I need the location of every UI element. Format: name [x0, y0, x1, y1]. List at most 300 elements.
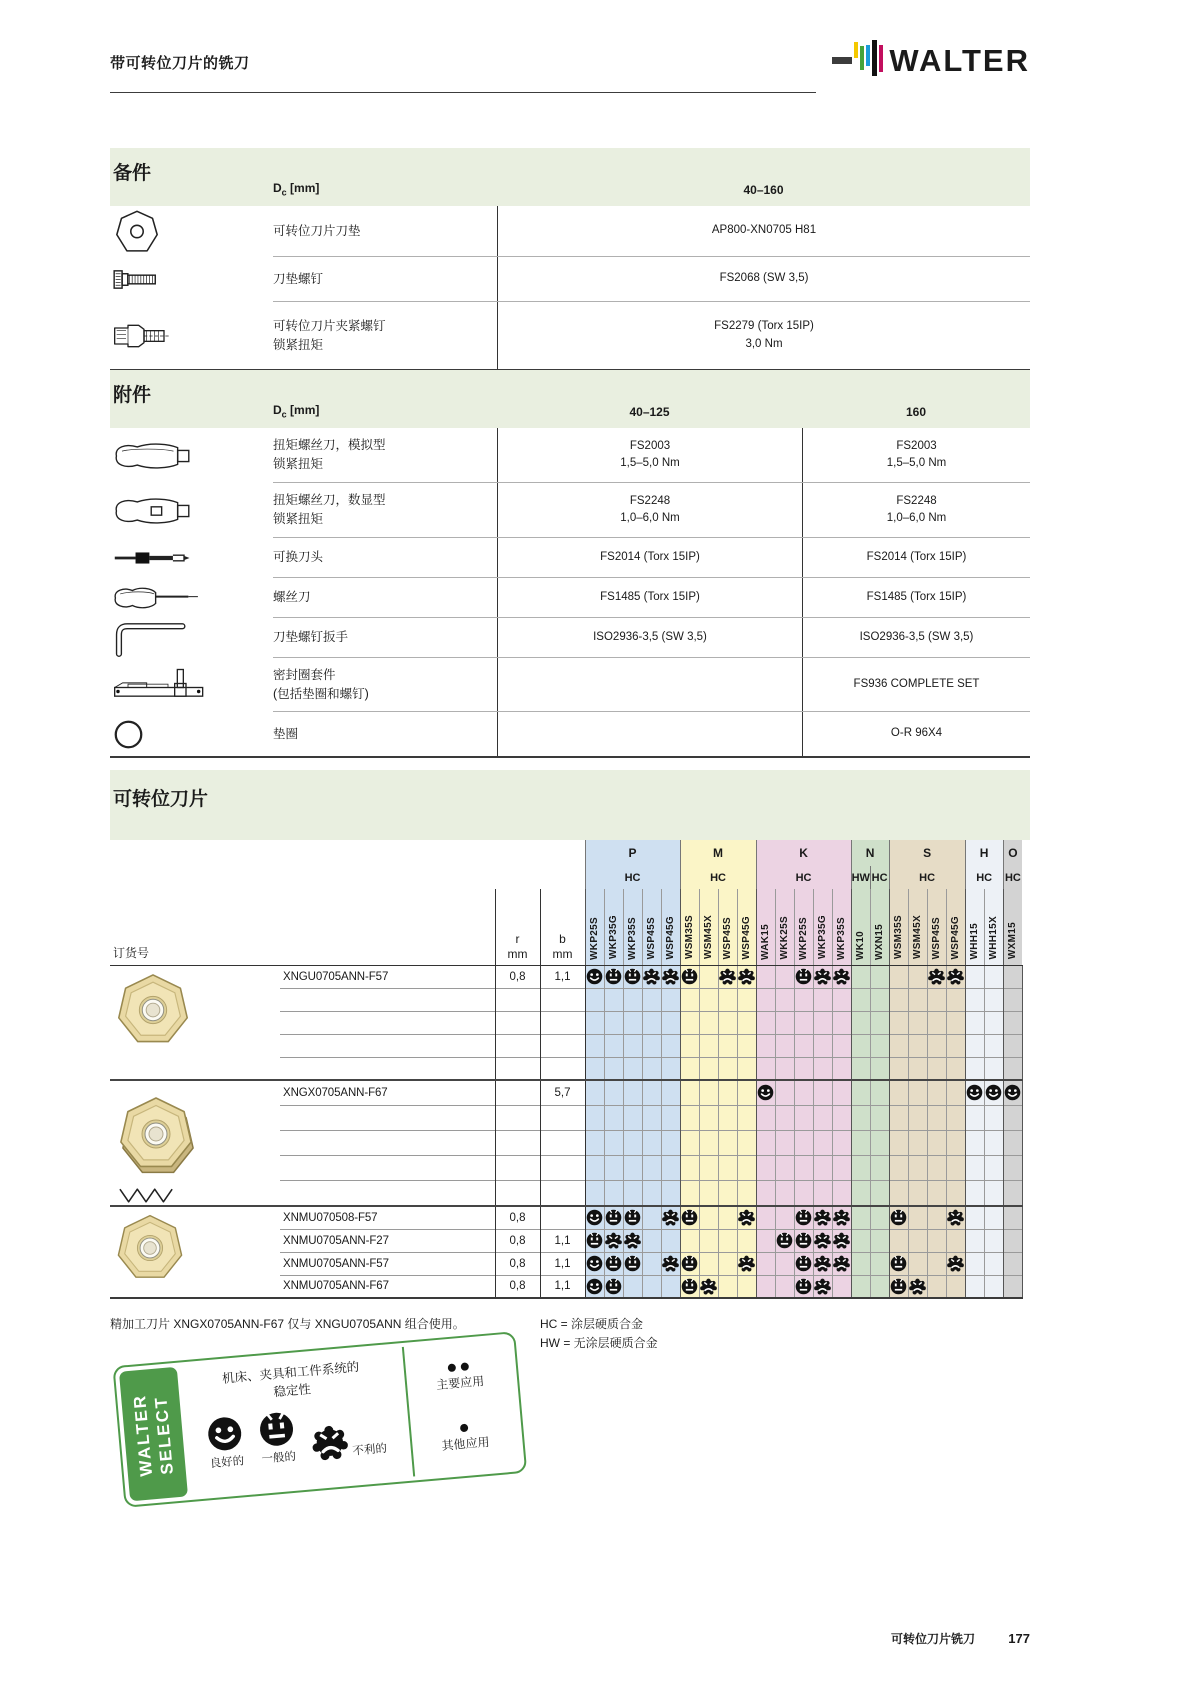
inserts-title: 可转位刀片 [113, 789, 209, 810]
stamp-face-label: 良好的 [209, 1455, 245, 1471]
grade-cell [718, 1206, 737, 1229]
r-value: 0,8 [495, 1206, 540, 1229]
shim-screw-icon [110, 257, 273, 302]
face-unfavorable-icon [719, 968, 736, 985]
grade-cell [718, 1011, 737, 1034]
grade-cell [946, 1252, 965, 1275]
grade-cell [851, 1080, 870, 1105]
grade-cell [870, 1057, 889, 1080]
grade-cell [813, 1206, 832, 1229]
abbreviation-legend [540, 1315, 658, 1352]
grade-cell [585, 1206, 604, 1229]
grade-col-label: WHH15 [968, 922, 980, 960]
grade-cell [946, 1206, 965, 1229]
footer-label: 可转位刀片铣刀 [890, 1632, 975, 1646]
grade-column-header [680, 889, 699, 965]
grade-cell [889, 1156, 908, 1181]
grade-cell [699, 1275, 718, 1298]
coating-label: HC [965, 866, 1003, 889]
accessories-row [110, 428, 1030, 483]
face-average-icon [890, 1209, 907, 1226]
face-average-icon [795, 1232, 812, 1249]
grade-cell [813, 1275, 832, 1298]
spare-parts-band [110, 148, 1030, 206]
grade-column-header [889, 889, 908, 965]
grade-cell [642, 1181, 661, 1206]
walter-select-stamp [112, 1331, 527, 1508]
grade-cell [604, 1206, 623, 1229]
grade-cell [585, 1156, 604, 1181]
grade-cell [623, 1181, 642, 1206]
grade-cell [851, 1156, 870, 1181]
b-value: 1,1 [540, 1252, 585, 1275]
grade-cell [927, 965, 946, 988]
accessory-row-label: 垫圈 [273, 726, 299, 741]
grade-col-label: WSP45S [721, 917, 733, 960]
grade-cell [965, 1130, 984, 1155]
grade-cell [851, 988, 870, 1011]
grade-cell [946, 1034, 965, 1057]
face-unfavorable-icon [928, 968, 945, 985]
grade-cell [604, 1057, 623, 1080]
grade-cell [965, 1181, 984, 1206]
grade-cell [927, 1275, 946, 1298]
grade-col-label: WXN15 [873, 923, 885, 960]
coating-label: HC [1003, 866, 1022, 889]
grade-cell [1003, 1080, 1022, 1105]
grade-cell [604, 1181, 623, 1206]
grade-cell [756, 1252, 775, 1275]
face-unfavorable-icon [814, 1232, 831, 1249]
grade-cell [775, 1034, 794, 1057]
face-average-icon [605, 1209, 622, 1226]
order-number: XNMU070508-F57 [280, 1206, 495, 1229]
grade-cell [623, 1252, 642, 1275]
grade-cell [604, 1275, 623, 1298]
grade-cell [870, 1181, 889, 1206]
grade-col-label: WKP35S [626, 916, 638, 960]
face-unfavorable-icon [833, 1209, 850, 1226]
grade-cell [604, 1252, 623, 1275]
grade-cell [813, 1011, 832, 1034]
grade-col-label: WHH15X [987, 916, 999, 960]
grade-column-header [927, 889, 946, 965]
grade-cell [775, 1105, 794, 1130]
insert-shim-icon [110, 206, 273, 257]
grade-cell [794, 1105, 813, 1130]
grade-cell [851, 1206, 870, 1229]
grade-cell [642, 1105, 661, 1130]
grade-col-label: WSM35S [892, 915, 904, 960]
face-average-icon [257, 1410, 296, 1449]
accessories-row [110, 618, 1030, 658]
spare-row-label: 刀垫螺钉 [273, 271, 324, 286]
grade-cell [585, 1181, 604, 1206]
grade-cell [718, 1181, 737, 1206]
accessory-value-40-125: FS2003 1,5–5,0 Nm [497, 428, 802, 482]
grade-cell [908, 1057, 927, 1080]
stamp-face-label: 一般的 [261, 1450, 297, 1466]
grade-cell [889, 988, 908, 1011]
grade-cell [642, 1206, 661, 1229]
grade-cell [889, 1011, 908, 1034]
face-unfavorable-icon [947, 1255, 964, 1272]
abbr-hw: HW = 无涂层硬质合金 [540, 1335, 658, 1350]
grade-cell [832, 1181, 851, 1206]
grade-cell [965, 1034, 984, 1057]
grade-cell [623, 1206, 642, 1229]
grade-cell [585, 1011, 604, 1034]
grade-cell [927, 1011, 946, 1034]
face-average-icon [795, 1209, 812, 1226]
grade-cell [737, 1252, 756, 1275]
accessory-row-label: 密封圈套件 (包括垫圈和螺钉) [273, 667, 369, 701]
grade-cell [680, 1130, 699, 1155]
stamp-brand-line1: WALTER [129, 1393, 156, 1477]
grade-cell [661, 1181, 680, 1206]
grade-cell [699, 1130, 718, 1155]
grade-cell [851, 1057, 870, 1080]
grade-cell [699, 1105, 718, 1130]
grade-cell [946, 1080, 965, 1105]
spare-row-label: 可转位刀片夹紧螺钉 锁紧扭矩 [273, 318, 386, 352]
grade-cell [699, 1080, 718, 1105]
grade-cell [585, 1034, 604, 1057]
grade-cell [813, 1057, 832, 1080]
other-application-label: 其他应用 [440, 1434, 491, 1453]
grade-cell [1003, 1252, 1022, 1275]
face-good-icon [985, 1084, 1002, 1101]
grade-cell [756, 1181, 775, 1206]
inserts-band [110, 770, 1030, 840]
grade-cell [794, 965, 813, 988]
grade-cell [851, 1034, 870, 1057]
coating-label: HW [851, 866, 870, 889]
grade-cell [927, 1105, 946, 1130]
grade-cell [851, 1105, 870, 1130]
grade-cell [946, 1275, 965, 1298]
grade-cell [623, 1057, 642, 1080]
r-value: 0,8 [495, 965, 540, 988]
grade-cell [1003, 1057, 1022, 1080]
grade-cell [756, 965, 775, 988]
grade-cell [699, 988, 718, 1011]
grade-cell [623, 1080, 642, 1105]
spare-parts-section [110, 148, 1030, 371]
grade-cell [984, 988, 1003, 1011]
accessories-row [110, 483, 1030, 538]
grade-cell [832, 1275, 851, 1298]
grade-cell [661, 1156, 680, 1181]
face-good-icon [586, 968, 603, 985]
order-number: XNMU0705ANN-F57 [280, 1252, 495, 1275]
grade-cell [984, 965, 1003, 988]
grade-cell [642, 1011, 661, 1034]
grade-cell [661, 1229, 680, 1252]
grade-cell [889, 1034, 908, 1057]
grade-cell [946, 1181, 965, 1206]
coating-label: HC [680, 866, 756, 889]
grade-cell [775, 1156, 794, 1181]
grade-cell [908, 1156, 927, 1181]
grade-cell [965, 1229, 984, 1252]
order-number: XNMU0705ANN-F67 [280, 1275, 495, 1298]
face-unfavorable-icon [947, 968, 964, 985]
grade-cell [585, 1275, 604, 1298]
grade-cell [775, 1057, 794, 1080]
face-good-icon [757, 1084, 774, 1101]
page-number: 177 [1008, 1631, 1030, 1646]
grade-col-label: WXM15 [1006, 922, 1018, 960]
grade-cell [756, 1105, 775, 1130]
grade-cell [870, 1034, 889, 1057]
grade-cell [718, 1156, 737, 1181]
grade-col-label: WSP45G [740, 916, 752, 960]
grade-col-label: WKP25S [588, 916, 600, 960]
grade-cell [832, 1057, 851, 1080]
face-unfavorable-icon [909, 1278, 926, 1295]
grade-cell [870, 965, 889, 988]
grade-cell [756, 1080, 775, 1105]
order-number: XNGX0705ANN-F67 [280, 1080, 495, 1105]
material-group-N: N [851, 840, 889, 866]
grade-cell [737, 1275, 756, 1298]
grade-cell [661, 1206, 680, 1229]
grade-cell [604, 1011, 623, 1034]
grade-cell [680, 1034, 699, 1057]
main-application-item [434, 1361, 484, 1393]
grade-column-header [1003, 889, 1022, 965]
grade-cell [737, 1011, 756, 1034]
accessories-section [110, 370, 1030, 758]
accessories-row [110, 578, 1030, 618]
grade-cell [984, 1011, 1003, 1034]
grade-column-header [756, 889, 775, 965]
grade-cell [946, 1057, 965, 1080]
grade-cell [832, 1034, 851, 1057]
main-application-dots-icon [448, 1362, 470, 1372]
face-unfavorable-icon [738, 1255, 755, 1272]
grade-col-label: WKP35G [607, 915, 619, 960]
grade-cell [756, 1275, 775, 1298]
accessory-value-160: FS936 COMPLETE SET [802, 658, 1030, 711]
grade-cell [661, 1275, 680, 1298]
grade-cell [718, 1229, 737, 1252]
spare-row-value: FS2068 (SW 3,5) [497, 257, 1030, 301]
grade-cell [623, 1034, 642, 1057]
face-unfavorable-icon [643, 968, 660, 985]
grade-cell [851, 1252, 870, 1275]
grade-cell [946, 1130, 965, 1155]
grade-cell [813, 1252, 832, 1275]
b-value: 1,1 [540, 1275, 585, 1298]
accessory-value-40-125: FS2014 (Torx 15IP) [497, 538, 802, 577]
stamp-application-panel [402, 1338, 521, 1477]
grade-cell [775, 1229, 794, 1252]
grade-cell [984, 1156, 1003, 1181]
insert-row [110, 1206, 1022, 1229]
grade-cell [775, 1181, 794, 1206]
grade-cell [908, 1275, 927, 1298]
r-value: 0,8 [495, 1275, 540, 1298]
walter-logo-bars-icon [830, 40, 883, 76]
grade-cell [984, 1275, 1003, 1298]
grade-cell [851, 1130, 870, 1155]
grade-cell [756, 1011, 775, 1034]
grade-cell [699, 1229, 718, 1252]
order-number: XNMU0705ANN-F27 [280, 1229, 495, 1252]
grade-cell [927, 1252, 946, 1275]
order-number: XNGU0705ANN-F57 [280, 965, 495, 988]
grade-cell [737, 1057, 756, 1080]
grade-cell [585, 988, 604, 1011]
grade-cell [813, 1034, 832, 1057]
stamp-brand-line2: SELECT [151, 1394, 178, 1476]
grade-column-header [965, 889, 984, 965]
grade-cell [1003, 1105, 1022, 1130]
accessory-row-label: 刀垫螺钉扳手 [273, 630, 349, 645]
grade-col-label: WSM35S [683, 915, 695, 960]
grade-cell [775, 1011, 794, 1034]
insert-xnmu-photo [110, 1206, 280, 1298]
grade-cell [889, 1057, 908, 1080]
grade-cell [737, 1229, 756, 1252]
grade-cell [870, 1156, 889, 1181]
grade-cell [623, 1229, 642, 1252]
grade-column-header [775, 889, 794, 965]
grade-cell [718, 1080, 737, 1105]
face-average-icon [605, 1278, 622, 1295]
grade-cell [661, 988, 680, 1011]
grade-cell [984, 1080, 1003, 1105]
grade-cell [1003, 1034, 1022, 1057]
grade-cell [794, 1252, 813, 1275]
abbr-hc: HC = 涂层硬质合金 [540, 1317, 644, 1331]
grade-cell [737, 1181, 756, 1206]
grade-cell [718, 988, 737, 1011]
grade-cell [604, 1229, 623, 1252]
grade-cell [699, 1156, 718, 1181]
grade-cell [642, 1080, 661, 1105]
header-rule [110, 92, 816, 93]
grade-cell [756, 1130, 775, 1155]
material-group-H: H [965, 840, 1003, 866]
material-group-M: M [680, 840, 756, 866]
grade-cell [889, 1229, 908, 1252]
grade-col-label: WKP25S [797, 916, 809, 960]
grade-cell [661, 1011, 680, 1034]
grade-cell [794, 1130, 813, 1155]
grade-cell [889, 1080, 908, 1105]
grade-cell [680, 965, 699, 988]
stamp-stability-title: 机床、夹具和工件系统的 稳定性 [221, 1359, 360, 1399]
grade-cell [832, 1206, 851, 1229]
torque-screwdriver-digital-icon [110, 483, 273, 538]
grade-cell [680, 1105, 699, 1130]
main-application-label: 主要应用 [435, 1373, 485, 1392]
grade-cell [851, 1275, 870, 1298]
walter-logo [830, 40, 1030, 76]
face-unfavorable-icon [833, 1255, 850, 1272]
grade-cell [661, 1057, 680, 1080]
grade-cell [870, 1206, 889, 1229]
grade-cell [737, 1080, 756, 1105]
page-footer [110, 1630, 1030, 1647]
grade-col-label: WSP45S [645, 917, 657, 960]
grade-column-header [794, 889, 813, 965]
grade-column-header [832, 889, 851, 965]
grade-cell [927, 1229, 946, 1252]
grade-cell [908, 988, 927, 1011]
face-average-icon [624, 1255, 641, 1272]
grade-cell [946, 1011, 965, 1034]
material-group-K: K [756, 840, 851, 866]
grade-cell [718, 1275, 737, 1298]
grade-cell [623, 1105, 642, 1130]
grade-cell [870, 1080, 889, 1105]
grade-cell [623, 1011, 642, 1034]
grade-cell [585, 965, 604, 988]
clamp-screw-icon [110, 302, 273, 369]
spare-row-value: FS2279 (Torx 15IP) 3,0 Nm [497, 302, 1030, 369]
grade-cell [585, 1057, 604, 1080]
face-unfavorable-icon [814, 1278, 831, 1295]
face-unfavorable-icon [738, 968, 755, 985]
grade-cell [984, 1206, 1003, 1229]
other-application-dot-icon [460, 1423, 469, 1432]
grade-col-label: WSP45S [930, 917, 942, 960]
accessory-value-160: O-R 96X4 [802, 712, 1030, 756]
grade-cell [965, 1105, 984, 1130]
grade-cell [699, 1252, 718, 1275]
grade-cell [680, 1011, 699, 1034]
grade-cell [927, 1057, 946, 1080]
face-average-icon [681, 1209, 698, 1226]
other-application-item [440, 1421, 490, 1453]
grade-cell [699, 1034, 718, 1057]
grade-cell [813, 1080, 832, 1105]
grade-cell [680, 988, 699, 1011]
grade-cell [813, 965, 832, 988]
grade-cell [775, 1080, 794, 1105]
spare-parts-row [110, 302, 1030, 369]
stamp-stability-panel [177, 1347, 413, 1496]
face-average-icon [795, 968, 812, 985]
grade-cell [642, 1229, 661, 1252]
coating-label: HC [889, 866, 965, 889]
face-average-icon [605, 1255, 622, 1272]
grade-cell [623, 1156, 642, 1181]
grade-cell [737, 1105, 756, 1130]
screwdriver-icon [110, 578, 273, 618]
grade-column-header [946, 889, 965, 965]
grade-cell [832, 965, 851, 988]
grade-cell [718, 1034, 737, 1057]
face-good-icon [966, 1084, 983, 1101]
grade-cell [718, 1057, 737, 1080]
grade-cell [794, 1275, 813, 1298]
grade-cell [661, 1130, 680, 1155]
grade-cell [908, 1011, 927, 1034]
grade-cell [965, 988, 984, 1011]
grade-cell [794, 1057, 813, 1080]
o-ring-icon [110, 712, 273, 756]
accessories-range1-header: 40–125 [629, 405, 670, 419]
page-header [110, 43, 1030, 112]
face-good-icon [1004, 1084, 1021, 1101]
grade-cell [889, 1181, 908, 1206]
grade-cell [737, 965, 756, 988]
